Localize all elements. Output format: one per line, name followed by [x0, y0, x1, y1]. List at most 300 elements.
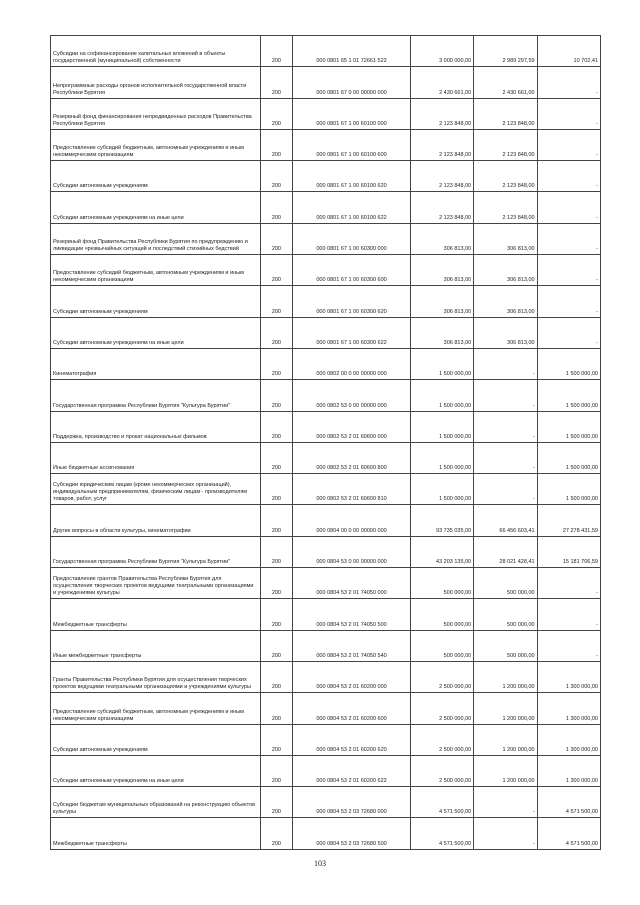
remaining-amount-text: 4 571 500,00 [565, 840, 598, 847]
assigned-amount-text: 306 813,00 [443, 277, 472, 284]
assigned-amount-cell [410, 223, 473, 254]
remaining-amount-cell [537, 380, 600, 411]
table-row [51, 693, 601, 724]
remaining-amount-text: 1 300 000,00 [565, 746, 598, 753]
assigned-amount-cell [410, 255, 473, 286]
executed-amount-text: 306 813,00 [507, 339, 535, 346]
executed-amount-text: 306 813,00 [507, 246, 535, 253]
executed-amount-cell [474, 411, 537, 442]
budget-execution-table [50, 35, 601, 850]
executed-amount-cell [474, 787, 537, 818]
line-code-text: 200 [271, 715, 281, 722]
budget-classification-code-text: 000 0804 53 2 03 72680 000 [316, 809, 387, 816]
line-code-cell [260, 348, 293, 379]
executed-amount-cell [474, 536, 537, 567]
executed-amount-text: 28 021 428,41 [499, 559, 535, 566]
budget-classification-code-cell [293, 818, 411, 849]
line-code-cell [260, 129, 293, 160]
remaining-amount-text: - [596, 590, 598, 597]
remaining-amount-text: 4 571 500,00 [565, 809, 598, 816]
row-name-text: Предоставление субсидий бюджетным, автономным учреждениям и иным некоммерческим организациям [53, 708, 244, 722]
executed-amount-cell [474, 380, 537, 411]
row-name-text: Иные бюджетные ассигнования [53, 465, 135, 472]
row-name-text: Субсидии автономным учреждениям [53, 308, 148, 315]
remaining-amount-cell [537, 474, 600, 505]
line-code-cell [260, 505, 293, 536]
line-code-cell [260, 192, 293, 223]
executed-amount-text: 2 123 848,00 [502, 120, 535, 127]
budget-classification-code-text: 000 0801 65 1 01 72661 522 [316, 58, 387, 65]
table-row [51, 724, 601, 755]
table-body [51, 36, 601, 850]
remaining-amount-cell [537, 755, 600, 786]
executed-amount-text: 2 123 848,00 [502, 183, 535, 190]
budget-classification-code-text: 000 0801 67 1 00 60100 600 [316, 152, 387, 159]
row-name-text: Государственная программа Республики Бурятия "Культура Бурятии" [53, 402, 231, 409]
executed-amount-cell [474, 474, 537, 505]
line-code-text: 200 [271, 496, 281, 503]
row-name-cell [51, 755, 261, 786]
row-name-text: Иные межбюджетные трансферты [53, 652, 142, 659]
executed-amount-cell [474, 348, 537, 379]
assigned-amount-text: 500 000,00 [443, 621, 472, 628]
remaining-amount-cell [537, 661, 600, 692]
executed-amount-cell [474, 442, 537, 473]
remaining-amount-cell [537, 98, 600, 129]
executed-amount-text: 66 456 603,41 [499, 527, 535, 534]
remaining-amount-text: - [596, 652, 598, 659]
row-name-cell [51, 286, 261, 317]
line-code-text: 200 [271, 58, 281, 65]
executed-amount-cell [474, 192, 537, 223]
line-code-text: 200 [271, 840, 281, 847]
remaining-amount-text: - [596, 339, 598, 346]
budget-classification-code-text: 000 0804 53 2 01 60200 620 [316, 746, 387, 753]
remaining-amount-text: - [596, 183, 598, 190]
executed-amount-cell [474, 223, 537, 254]
budget-classification-code-cell [293, 442, 411, 473]
line-code-cell [260, 223, 293, 254]
assigned-amount-text: 2 500 000,00 [439, 715, 472, 722]
row-name-cell [51, 317, 261, 348]
assigned-amount-cell [410, 192, 473, 223]
remaining-amount-text: - [596, 621, 598, 628]
budget-classification-code-cell [293, 192, 411, 223]
assigned-amount-cell [410, 787, 473, 818]
line-code-text: 200 [271, 120, 281, 127]
line-code-cell [260, 36, 293, 67]
budget-classification-code-text: 000 0801 67 1 00 60100 000 [316, 120, 387, 127]
budget-classification-code-cell [293, 98, 411, 129]
executed-amount-cell [474, 161, 537, 192]
budget-classification-code-cell [293, 255, 411, 286]
budget-classification-code-text: 000 0804 53 2 01 60200 622 [316, 778, 387, 785]
row-name-text: Непрограммные расходы органов исполнительной государственной власти Республики Бурятия [53, 82, 247, 96]
table-row [51, 599, 601, 630]
assigned-amount-text: 306 813,00 [443, 308, 472, 315]
line-code-cell [260, 98, 293, 129]
row-name-cell [51, 661, 261, 692]
assigned-amount-text: 1 500 000,00 [439, 433, 472, 440]
remaining-amount-cell [537, 67, 600, 98]
row-name-cell [51, 36, 261, 67]
table-row [51, 474, 601, 505]
budget-classification-code-cell [293, 505, 411, 536]
assigned-amount-text: 2 123 848,00 [439, 214, 472, 221]
line-code-cell [260, 755, 293, 786]
table-row [51, 161, 601, 192]
assigned-amount-cell [410, 474, 473, 505]
assigned-amount-text: 500 000,00 [443, 590, 472, 597]
remaining-amount-cell [537, 693, 600, 724]
table-row [51, 380, 601, 411]
table-row [51, 661, 601, 692]
budget-classification-code-cell [293, 161, 411, 192]
line-code-cell [260, 724, 293, 755]
line-code-cell [260, 411, 293, 442]
executed-amount-text: 306 813,00 [507, 308, 535, 315]
remaining-amount-cell [537, 818, 600, 849]
table-row [51, 755, 601, 786]
row-name-text: Гранты Правительства Республики Бурятия для осуществления творческих проектов ведущими театральными организациями и учреждениями культуры [53, 677, 251, 691]
assigned-amount-text: 4 571 500,00 [439, 840, 472, 847]
remaining-amount-cell [537, 505, 600, 536]
budget-classification-code-cell [293, 724, 411, 755]
line-code-text: 200 [271, 684, 281, 691]
line-code-text: 200 [271, 590, 281, 597]
table-row [51, 286, 601, 317]
row-name-text: Субсидии бюджетам муниципальных образований на реконструкцию объектов культуры [53, 802, 256, 816]
line-code-text: 200 [271, 277, 281, 284]
remaining-amount-text: 1 500 000,00 [565, 371, 598, 378]
budget-classification-code-text: 000 0804 53 2 03 72680 500 [316, 840, 387, 847]
executed-amount-text: 1 200 000,00 [502, 715, 535, 722]
row-name-text: Другие вопросы в области культуры, кинематографии [53, 527, 191, 534]
line-code-cell [260, 693, 293, 724]
assigned-amount-cell [410, 536, 473, 567]
remaining-amount-text: - [596, 277, 598, 284]
budget-classification-code-cell [293, 755, 411, 786]
assigned-amount-text: 2 500 000,00 [439, 746, 472, 753]
budget-classification-code-cell [293, 67, 411, 98]
budget-classification-code-text: 000 0801 67 0 00 00000 000 [316, 89, 387, 96]
line-code-cell [260, 661, 293, 692]
remaining-amount-cell [537, 536, 600, 567]
assigned-amount-cell [410, 380, 473, 411]
line-code-text: 200 [271, 559, 281, 566]
line-code-cell [260, 474, 293, 505]
row-name-cell [51, 536, 261, 567]
assigned-amount-text: 4 571 500,00 [439, 809, 472, 816]
line-code-text: 200 [271, 308, 281, 315]
assigned-amount-text: 306 813,00 [443, 246, 472, 253]
row-name-cell [51, 98, 261, 129]
budget-classification-code-text: 000 0804 53 2 01 74050 000 [316, 590, 387, 597]
assigned-amount-cell [410, 599, 473, 630]
line-code-text: 200 [271, 371, 281, 378]
executed-amount-text: 2 123 848,00 [502, 152, 535, 159]
assigned-amount-text: 3 000 000,00 [439, 58, 472, 65]
assigned-amount-cell [410, 286, 473, 317]
remaining-amount-text: 15 181 706,59 [562, 559, 598, 566]
executed-amount-text: - [532, 402, 535, 409]
table-row [51, 98, 601, 129]
table-row [51, 317, 601, 348]
executed-amount-cell [474, 724, 537, 755]
executed-amount-cell [474, 661, 537, 692]
assigned-amount-cell [410, 755, 473, 786]
row-name-text: Предоставление грантов Правительства Республики Бурятия для осуществления творческих проектов ведущими театральными организациями и учреждениями культуры [53, 576, 254, 597]
assigned-amount-cell [410, 129, 473, 160]
assigned-amount-cell [410, 630, 473, 661]
budget-classification-code-cell [293, 380, 411, 411]
remaining-amount-cell [537, 129, 600, 160]
executed-amount-text: 2 123 848,00 [502, 214, 535, 221]
row-name-text: Резервный фонд финансирования непредвиденных расходов Правительства Республики Бурятия [53, 113, 252, 127]
budget-classification-code-text: 000 0801 67 1 00 60300 622 [316, 339, 387, 346]
assigned-amount-text: 2 430 661,00 [439, 89, 472, 96]
line-code-text: 200 [271, 89, 281, 96]
assigned-amount-text: 306 813,00 [443, 339, 472, 346]
remaining-amount-text: 1 500 000,00 [565, 433, 598, 440]
remaining-amount-text: 1 300 000,00 [565, 778, 598, 785]
executed-amount-cell [474, 67, 537, 98]
remaining-amount-text: 1 500 000,00 [565, 465, 598, 472]
table-row [51, 818, 601, 849]
budget-classification-code-cell [293, 536, 411, 567]
budget-classification-code-text: 000 0802 53 0 00 00000 000 [316, 402, 387, 409]
row-name-cell [51, 630, 261, 661]
remaining-amount-cell [537, 161, 600, 192]
remaining-amount-text: - [596, 246, 598, 253]
assigned-amount-text: 1 500 000,00 [439, 402, 472, 409]
remaining-amount-text: 1 500 000,00 [565, 496, 598, 503]
assigned-amount-cell [410, 317, 473, 348]
remaining-amount-text: 1 300 000,00 [565, 715, 598, 722]
assigned-amount-cell [410, 67, 473, 98]
line-code-text: 200 [271, 433, 281, 440]
assigned-amount-cell [410, 661, 473, 692]
row-name-text: Предоставление субсидий бюджетным, автономным учреждениям и иным некоммерческим организациям [53, 270, 244, 284]
line-code-text: 200 [271, 652, 281, 659]
row-name-text: Субсидии на софинансирование капитальных вложений в объекты государственной (муниципальной) собственности [53, 51, 226, 65]
row-name-cell [51, 161, 261, 192]
line-code-text: 200 [271, 339, 281, 346]
executed-amount-text: 2 989 297,59 [502, 58, 535, 65]
executed-amount-text: 2 430 661,00 [502, 89, 535, 96]
remaining-amount-text: 10 702,41 [573, 58, 598, 65]
line-code-text: 200 [271, 402, 281, 409]
budget-classification-code-cell [293, 599, 411, 630]
assigned-amount-text: 93 735 035,00 [436, 527, 472, 534]
budget-classification-code-text: 000 0801 67 1 00 60300 600 [316, 277, 387, 284]
assigned-amount-cell [410, 411, 473, 442]
budget-classification-code-text: 000 0804 53 0 00 00000 000 [316, 559, 387, 566]
executed-amount-cell [474, 693, 537, 724]
line-code-text: 200 [271, 527, 281, 534]
assigned-amount-cell [410, 442, 473, 473]
assigned-amount-cell [410, 348, 473, 379]
assigned-amount-cell [410, 161, 473, 192]
assigned-amount-text: 2 123 848,00 [439, 183, 472, 190]
budget-classification-code-cell [293, 36, 411, 67]
budget-classification-code-cell [293, 411, 411, 442]
row-name-text: Субсидии автономным учреждениям на иные цели [53, 214, 184, 221]
budget-classification-code-cell [293, 787, 411, 818]
executed-amount-text: - [532, 496, 535, 503]
remaining-amount-text: 1 300 000,00 [565, 684, 598, 691]
row-name-cell [51, 693, 261, 724]
remaining-amount-cell [537, 568, 600, 599]
executed-amount-text: 1 200 000,00 [502, 746, 535, 753]
row-name-cell [51, 255, 261, 286]
line-code-text: 200 [271, 183, 281, 190]
executed-amount-text: - [532, 371, 535, 378]
row-name-text: Субсидии автономным учреждениям [53, 183, 148, 190]
assigned-amount-text: 1 500 000,00 [439, 496, 472, 503]
remaining-amount-cell [537, 348, 600, 379]
line-code-cell [260, 67, 293, 98]
remaining-amount-cell [537, 724, 600, 755]
budget-classification-code-cell [293, 630, 411, 661]
line-code-text: 200 [271, 152, 281, 159]
row-name-cell [51, 505, 261, 536]
table-row [51, 348, 601, 379]
assigned-amount-text: 43 203 135,00 [436, 559, 472, 566]
remaining-amount-text: - [596, 214, 598, 221]
row-name-cell [51, 568, 261, 599]
row-name-cell [51, 129, 261, 160]
assigned-amount-cell [410, 98, 473, 129]
row-name-cell [51, 67, 261, 98]
row-name-text: Кинематография [53, 371, 97, 378]
row-name-text: Субсидии автономным учреждениям [53, 746, 148, 753]
table-row [51, 568, 601, 599]
assigned-amount-text: 2 123 848,00 [439, 152, 472, 159]
line-code-cell [260, 286, 293, 317]
line-code-cell [260, 599, 293, 630]
budget-report-sheet [50, 35, 601, 850]
budget-classification-code-text: 000 0801 67 1 00 60100 622 [316, 214, 387, 221]
line-code-text: 200 [271, 246, 281, 253]
row-name-cell [51, 474, 261, 505]
table-row [51, 411, 601, 442]
remaining-amount-cell [537, 630, 600, 661]
executed-amount-cell [474, 317, 537, 348]
row-name-text: Субсидии автономным учреждениям на иные цели [53, 778, 184, 785]
assigned-amount-text: 1 500 000,00 [439, 371, 472, 378]
row-name-cell [51, 223, 261, 254]
executed-amount-cell [474, 599, 537, 630]
executed-amount-text: - [532, 433, 535, 440]
budget-classification-code-cell [293, 568, 411, 599]
budget-classification-code-text: 000 0801 67 1 00 60100 620 [316, 183, 387, 190]
assigned-amount-text: 1 500 000,00 [439, 465, 472, 472]
budget-classification-code-text: 000 0802 53 2 01 60600 000 [316, 433, 387, 440]
line-code-cell [260, 161, 293, 192]
remaining-amount-text: 27 278 431,59 [562, 527, 598, 534]
executed-amount-text: 1 200 000,00 [502, 684, 535, 691]
remaining-amount-text: - [596, 120, 598, 127]
line-code-cell [260, 536, 293, 567]
executed-amount-cell [474, 286, 537, 317]
remaining-amount-cell [537, 599, 600, 630]
remaining-amount-cell [537, 223, 600, 254]
executed-amount-cell [474, 505, 537, 536]
budget-classification-code-text: 000 0801 67 1 00 60300 620 [316, 308, 387, 315]
line-code-cell [260, 255, 293, 286]
assigned-amount-cell [410, 568, 473, 599]
remaining-amount-cell [537, 255, 600, 286]
remaining-amount-cell [537, 192, 600, 223]
budget-classification-code-cell [293, 661, 411, 692]
assigned-amount-cell [410, 693, 473, 724]
budget-classification-code-text: 000 0802 53 2 01 60600 810 [316, 496, 387, 503]
budget-classification-code-text: 000 0804 53 2 01 74050 500 [316, 621, 387, 628]
row-name-cell [51, 599, 261, 630]
executed-amount-text: 500 000,00 [507, 621, 535, 628]
row-name-cell [51, 348, 261, 379]
remaining-amount-text: - [596, 89, 598, 96]
executed-amount-text: 1 200 000,00 [502, 778, 535, 785]
budget-classification-code-cell [293, 474, 411, 505]
assigned-amount-cell [410, 505, 473, 536]
budget-classification-code-cell [293, 286, 411, 317]
line-code-cell [260, 787, 293, 818]
line-code-text: 200 [271, 214, 281, 221]
remaining-amount-cell [537, 36, 600, 67]
executed-amount-text: - [532, 840, 535, 847]
budget-classification-code-text: 000 0804 53 2 01 74050 540 [316, 652, 387, 659]
remaining-amount-cell [537, 787, 600, 818]
executed-amount-cell [474, 568, 537, 599]
budget-classification-code-text: 000 0801 67 1 00 60300 000 [316, 246, 387, 253]
executed-amount-cell [474, 630, 537, 661]
executed-amount-text: 500 000,00 [507, 590, 535, 597]
row-name-cell [51, 818, 261, 849]
executed-amount-cell [474, 255, 537, 286]
budget-classification-code-text: 000 0804 53 2 01 60200 000 [316, 684, 387, 691]
page-number: 103 [314, 859, 326, 868]
line-code-cell [260, 568, 293, 599]
executed-amount-text: 500 000,00 [507, 652, 535, 659]
table-row [51, 787, 601, 818]
budget-classification-code-cell [293, 317, 411, 348]
row-name-text: Государственная программа Республики Бурятия "Культура Бурятии" [53, 559, 231, 566]
line-code-cell [260, 380, 293, 411]
table-row [51, 536, 601, 567]
budget-classification-code-text: 000 0802 00 0 00 00000 000 [316, 371, 387, 378]
executed-amount-cell [474, 818, 537, 849]
table-row [51, 442, 601, 473]
assigned-amount-text: 2 500 000,00 [439, 778, 472, 785]
executed-amount-cell [474, 98, 537, 129]
line-code-text: 200 [271, 778, 281, 785]
table-row [51, 505, 601, 536]
remaining-amount-cell [537, 317, 600, 348]
row-name-cell [51, 724, 261, 755]
table-row [51, 129, 601, 160]
table-row [51, 223, 601, 254]
assigned-amount-text: 500 000,00 [443, 652, 472, 659]
remaining-amount-text: - [596, 152, 598, 159]
budget-classification-code-cell [293, 223, 411, 254]
line-code-cell [260, 630, 293, 661]
executed-amount-text: - [532, 809, 535, 816]
line-code-text: 200 [271, 621, 281, 628]
budget-classification-code-text: 000 0804 53 2 01 60200 600 [316, 715, 387, 722]
line-code-text: 200 [271, 809, 281, 816]
